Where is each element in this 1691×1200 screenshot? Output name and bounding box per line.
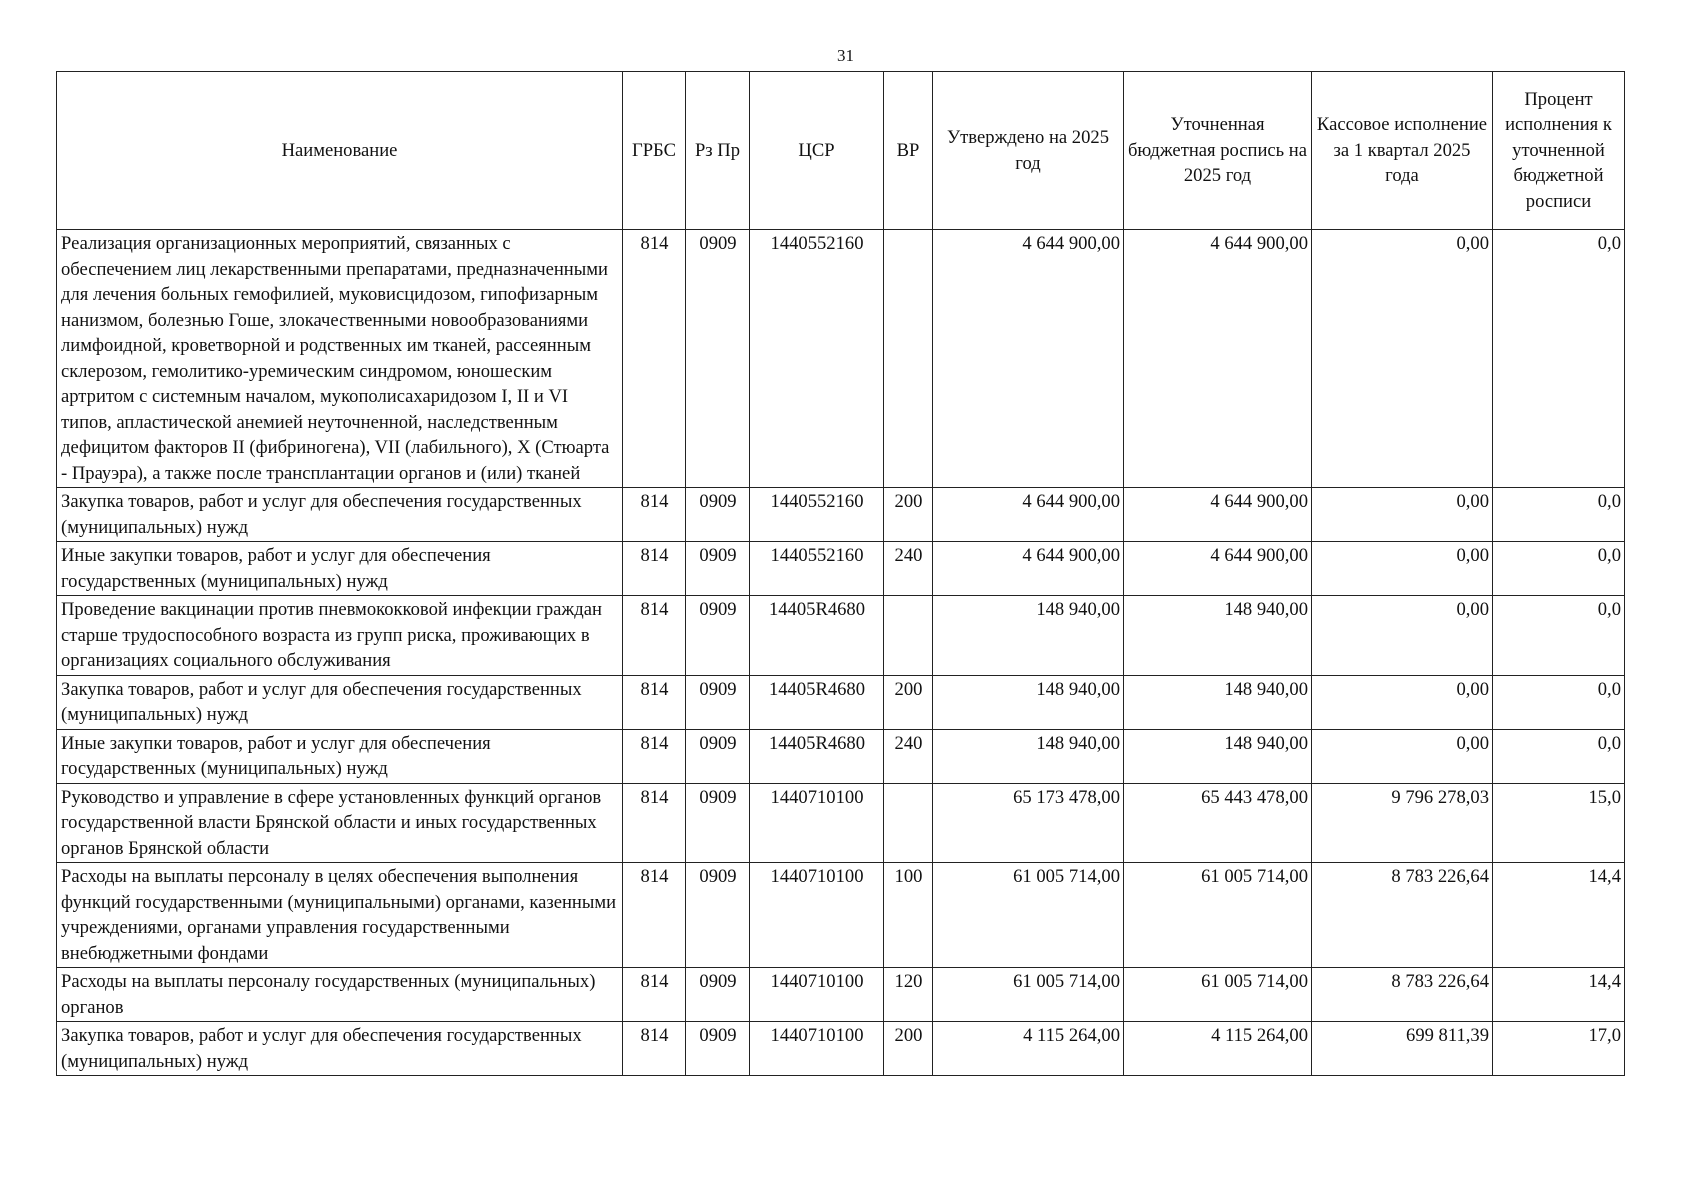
header-percent: Процент исполнения к уточненной бюджетной росписи xyxy=(1493,72,1625,230)
table-row xyxy=(57,230,1625,488)
cell-grbs: 814 xyxy=(623,488,686,542)
cell-percent: 0,0 xyxy=(1493,675,1625,729)
cell-rzpr: 0909 xyxy=(686,230,750,488)
table-row xyxy=(57,783,1625,863)
page-number: 31 xyxy=(837,46,854,65)
cell-vr: 100 xyxy=(884,863,933,968)
header-vr: ВР xyxy=(884,72,933,230)
cell-vr: 200 xyxy=(884,488,933,542)
cell-vr: 240 xyxy=(884,729,933,783)
cell-name: Расходы на выплаты персоналу в целях обеспечения выполнения функций государственными (муниципальными) органами, казенными учреждениями, органами управления государственными внебюджетными фондами xyxy=(57,863,623,968)
table-row xyxy=(57,968,1625,1022)
cell-csr: 1440710100 xyxy=(750,1022,884,1076)
header-executed: Кассовое исполнение за 1 квартал 2025 года xyxy=(1312,72,1493,230)
cell-vr: 240 xyxy=(884,542,933,596)
cell-name: Закупка товаров, работ и услуг для обеспечения государственных (муниципальных) нужд xyxy=(57,1022,623,1076)
cell-grbs: 814 xyxy=(623,230,686,488)
cell-name: Проведение вакцинации против пневмококковой инфекции граждан старше трудоспособного возраста из групп риска, проживающих в организациях социального обслуживания xyxy=(57,596,623,676)
cell-approved: 4 644 900,00 xyxy=(933,230,1124,488)
cell-refined: 4 115 264,00 xyxy=(1124,1022,1312,1076)
cell-percent: 0,0 xyxy=(1493,230,1625,488)
cell-percent: 17,0 xyxy=(1493,1022,1625,1076)
cell-rzpr: 0909 xyxy=(686,488,750,542)
cell-refined: 148 940,00 xyxy=(1124,729,1312,783)
cell-approved: 148 940,00 xyxy=(933,675,1124,729)
cell-executed: 0,00 xyxy=(1312,488,1493,542)
table-row xyxy=(57,675,1625,729)
cell-refined: 65 443 478,00 xyxy=(1124,783,1312,863)
cell-name: Расходы на выплаты персоналу государственных (муниципальных) органов xyxy=(57,968,623,1022)
header-approved: Утверждено на 2025 год xyxy=(933,72,1124,230)
cell-name: Иные закупки товаров, работ и услуг для обеспечения государственных (муниципальных) нужд xyxy=(57,542,623,596)
cell-percent: 0,0 xyxy=(1493,729,1625,783)
cell-approved: 4 644 900,00 xyxy=(933,488,1124,542)
cell-grbs: 814 xyxy=(623,783,686,863)
cell-name: Руководство и управление в сфере установленных функций органов государственной власти Брянской области и иных государственных органов Брянской области xyxy=(57,783,623,863)
cell-rzpr: 0909 xyxy=(686,596,750,676)
cell-refined: 4 644 900,00 xyxy=(1124,488,1312,542)
cell-grbs: 814 xyxy=(623,863,686,968)
cell-rzpr: 0909 xyxy=(686,675,750,729)
table-row xyxy=(57,596,1625,676)
cell-grbs: 814 xyxy=(623,542,686,596)
cell-rzpr: 0909 xyxy=(686,863,750,968)
cell-grbs: 814 xyxy=(623,729,686,783)
cell-percent: 14,4 xyxy=(1493,968,1625,1022)
cell-percent: 0,0 xyxy=(1493,596,1625,676)
header-csr: ЦСР xyxy=(750,72,884,230)
cell-executed: 0,00 xyxy=(1312,675,1493,729)
cell-name: Реализация организационных мероприятий, связанных с обеспечением лиц лекарственными препаратами, предназначенными для лечения больных гемофилией, муковисцидозом, гипофизарным нанизмом, болезнью Гоше, злокачественными новообразованиями лимфоидной, кроветворной и родственных им тканей, рассеянным склерозом, гемолитико-уремическим синдромом, юношеским артритом с системным началом, мукополисахаридозом I, II и VI типов, апластической анемией неуточненной, наследственным дефицитом факторов II (фибриногена), VII (лабильного), X (Стюарта - Прауэра), а также после трансплантации органов и (или) тканей xyxy=(57,230,623,488)
table-row xyxy=(57,729,1625,783)
header-name: Наименование xyxy=(57,72,623,230)
cell-csr: 1440710100 xyxy=(750,783,884,863)
cell-grbs: 814 xyxy=(623,968,686,1022)
table-row xyxy=(57,488,1625,542)
header-row xyxy=(57,72,1625,230)
cell-percent: 0,0 xyxy=(1493,488,1625,542)
cell-rzpr: 0909 xyxy=(686,542,750,596)
cell-approved: 148 940,00 xyxy=(933,596,1124,676)
table-row xyxy=(57,542,1625,596)
cell-refined: 148 940,00 xyxy=(1124,596,1312,676)
cell-percent: 0,0 xyxy=(1493,542,1625,596)
header-rzpr: Рз Пр xyxy=(686,72,750,230)
cell-approved: 61 005 714,00 xyxy=(933,863,1124,968)
table-row xyxy=(57,1022,1625,1076)
cell-csr: 1440710100 xyxy=(750,968,884,1022)
cell-name: Закупка товаров, работ и услуг для обеспечения государственных (муниципальных) нужд xyxy=(57,675,623,729)
cell-rzpr: 0909 xyxy=(686,783,750,863)
cell-csr: 1440552160 xyxy=(750,488,884,542)
cell-refined: 148 940,00 xyxy=(1124,675,1312,729)
cell-percent: 15,0 xyxy=(1493,783,1625,863)
table-row xyxy=(57,863,1625,968)
cell-refined: 4 644 900,00 xyxy=(1124,542,1312,596)
cell-approved: 65 173 478,00 xyxy=(933,783,1124,863)
cell-vr: 200 xyxy=(884,1022,933,1076)
cell-rzpr: 0909 xyxy=(686,1022,750,1076)
cell-executed: 0,00 xyxy=(1312,729,1493,783)
cell-executed: 0,00 xyxy=(1312,596,1493,676)
header-grbs: ГРБС xyxy=(623,72,686,230)
cell-vr xyxy=(884,783,933,863)
cell-rzpr: 0909 xyxy=(686,968,750,1022)
cell-executed: 0,00 xyxy=(1312,542,1493,596)
cell-csr: 1440552160 xyxy=(750,230,884,488)
cell-refined: 61 005 714,00 xyxy=(1124,863,1312,968)
header-refined: Уточненная бюджетная роспись на 2025 год xyxy=(1124,72,1312,230)
cell-approved: 148 940,00 xyxy=(933,729,1124,783)
cell-vr: 120 xyxy=(884,968,933,1022)
cell-grbs: 814 xyxy=(623,1022,686,1076)
cell-name: Закупка товаров, работ и услуг для обеспечения государственных (муниципальных) нужд xyxy=(57,488,623,542)
cell-csr: 1440552160 xyxy=(750,542,884,596)
cell-percent: 14,4 xyxy=(1493,863,1625,968)
cell-executed: 9 796 278,03 xyxy=(1312,783,1493,863)
budget-table xyxy=(56,71,1625,1076)
cell-name: Иные закупки товаров, работ и услуг для обеспечения государственных (муниципальных) нужд xyxy=(57,729,623,783)
cell-executed: 8 783 226,64 xyxy=(1312,863,1493,968)
cell-executed: 8 783 226,64 xyxy=(1312,968,1493,1022)
cell-rzpr: 0909 xyxy=(686,729,750,783)
cell-vr xyxy=(884,596,933,676)
cell-refined: 61 005 714,00 xyxy=(1124,968,1312,1022)
cell-approved: 4 115 264,00 xyxy=(933,1022,1124,1076)
cell-csr: 14405R4680 xyxy=(750,675,884,729)
cell-approved: 4 644 900,00 xyxy=(933,542,1124,596)
cell-approved: 61 005 714,00 xyxy=(933,968,1124,1022)
cell-grbs: 814 xyxy=(623,596,686,676)
cell-vr xyxy=(884,230,933,488)
cell-csr: 1440710100 xyxy=(750,863,884,968)
cell-refined: 4 644 900,00 xyxy=(1124,230,1312,488)
cell-executed: 699 811,39 xyxy=(1312,1022,1493,1076)
cell-grbs: 814 xyxy=(623,675,686,729)
cell-vr: 200 xyxy=(884,675,933,729)
cell-csr: 14405R4680 xyxy=(750,729,884,783)
cell-executed: 0,00 xyxy=(1312,230,1493,488)
cell-csr: 14405R4680 xyxy=(750,596,884,676)
